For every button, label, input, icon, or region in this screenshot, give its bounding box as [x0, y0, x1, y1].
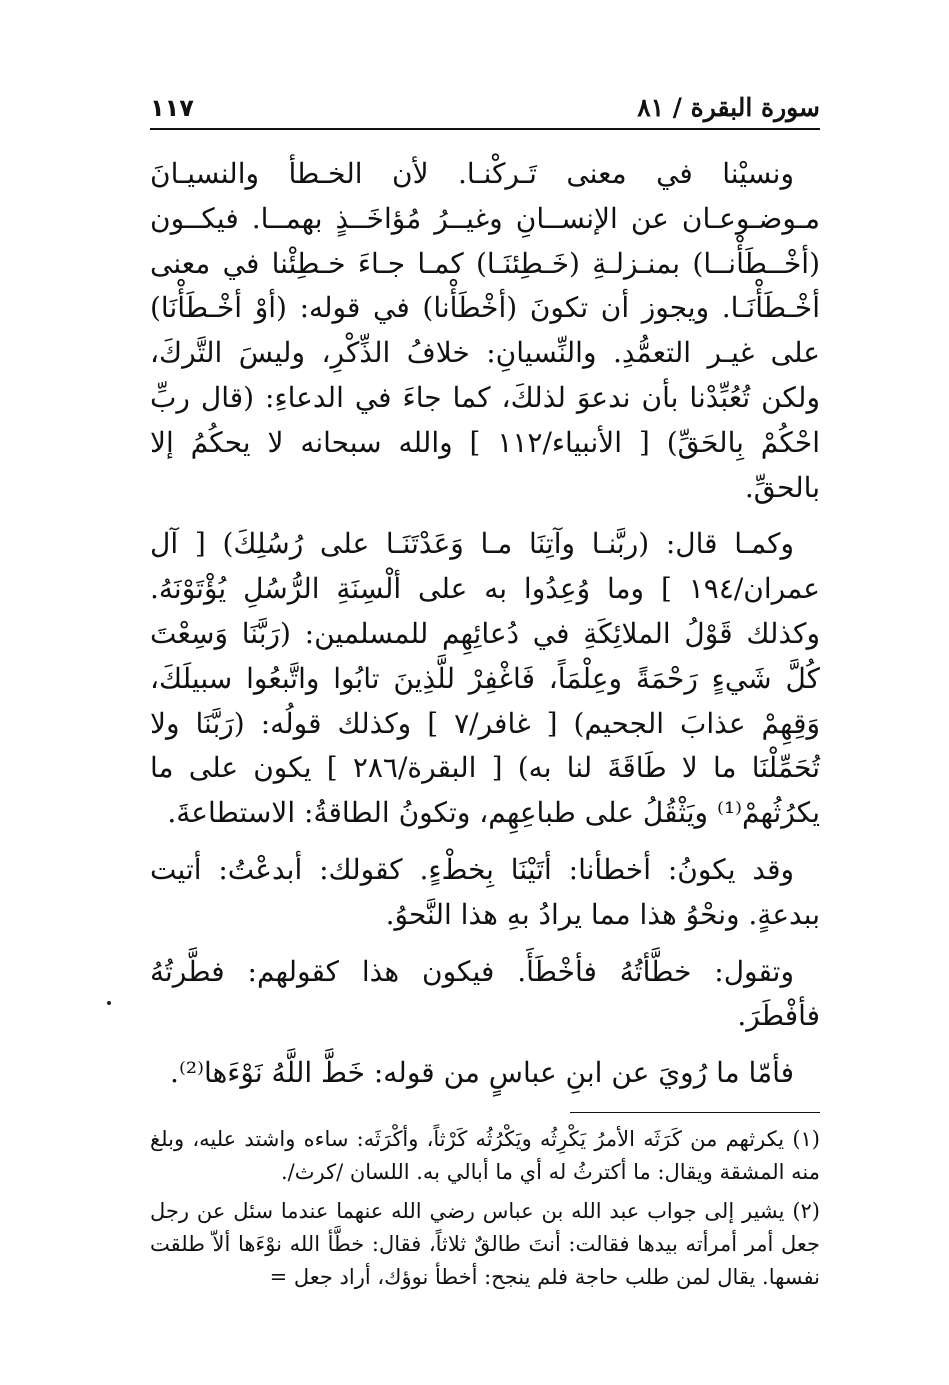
paragraph-2: وكمـا قال: (ربَّنـا وآتِنَا مـا وَعَدْتَنَـا على رُسُلِكَ) [ آل عمران/١٩٤ ] وما وُعِدُوا به على ألْسِنَةِ الرُّسُلِ يُؤْتَوْنَهُ. وكذلك قَوْلُ الملائِكَةِ في دُعائِهِم للمسلمين: (رَبَّنَا وَسِعْتَ كُلَّ شَيءٍ رَحْمَةً وعِلْمَاً، فَاغْفِرْ للَّذِينَ تابُوا واتَّبعُوا سبيلَكَ، وَقِهِمْ عذابَ الجحيم) [ غافر/٧ ] وكذلك قولُه: (رَبَّنَا ولا تُحَمِّلْنَا ما لا طَاقَةَ لنا به) [ البقرة/٢٨٦ ] يكون على ما يكرُثُهمْ⁽¹⁾ ويَثْقُلُ على طباعِهِم، وتكونُ الطاقةُ: الاستطاعةَ. — [150, 527, 820, 830]
footnotes — [150, 1123, 820, 1294]
paragraph-1: ونسيْنا في معنى تَـركْنـا. لأن الخـطأ والنسيـانَ مـوضـوعـان عن الإنســانِ وغيــرُ مُؤاخَــذٍ بهمــا. فيكــون (أخْــطَأْنــا) بمنـزلـةِ (خَـطِئنَـا) كمـا جـاءَ خـطِئْنا في معنى أخْـطَأْنَـا. ويجوز أن تكونَ (أخْطَأْنا) في قوله: (أوْ أخْـطَأْنَا) على غيـر التعمُّدِ. والنِّسيانِ: خلافُ الذِّكْرِ، وليسَ التَّركَ، ولكن تُعُبِّدْنا بأن ندعوَ لذلكَ، كما جاءَ في الدعاءِ: (قال ربِّ احْكُمْ بِالحَقِّ) [ الأنبياء/١١٢ ] والله سبحانه لا يحكُمُ إلا بالحقِّ. — [150, 157, 820, 504]
margin-mark — [107, 1001, 111, 1005]
paragraph-5: فأمّا ما رُويَ عن ابنِ عباسٍ من قوله: خَطَّ اللَّهُ نَوْءَها⁽²⁾. — [170, 1056, 794, 1090]
header-title: سورة البقرة / ٨١ — [637, 93, 820, 122]
book-page — [150, 88, 820, 1300]
paragraph-3: وقد يكونُ: أخطأنا: أتَيْنَا بِخطْءٍ. كقولك: أبدعْتُ: أتيت ببدعةٍ. ونحْوُ هذا مما يرادُ بهِ هذا النَّحوُ. — [150, 852, 820, 931]
main-text — [150, 152, 820, 1096]
running-header — [150, 88, 820, 130]
footnote-2: (٢) يشير إلى جواب عبد الله بن عباس رضي الله عنهما عندما سئل عن رجل جعل أمر أمرأته بيدها فقالت: أنتَ طالقٌ ثلاثاً، فقال: خطَّأ الله نوْءَها ألاّ طلقت نفسها. يقال لمن طلب حاجة فلم ينجح: أخطأ نوؤك، أراد جعل = — [150, 1198, 820, 1289]
footnote-1: (١) يكرثهم من كَرَثَه الأمرُ يَكْرِثُه ويَكْرُثُه كَرْثاً، وأكْرَثَه: ساءه واشتد عليه، وبلغ منه المشقة ويقال: ما أكترثُ له أي ما أبالي به. اللسان /كرث/. — [150, 1126, 820, 1184]
paragraph-4: وتقول: خطَّأتُهُ فأخْطَأَ. فيكون هذا كقولهم: فطَّرتُهُ فأفْطَرَ. — [150, 954, 820, 1033]
footnote-divider — [570, 1112, 820, 1113]
page-number: ١١٧ — [150, 94, 194, 122]
